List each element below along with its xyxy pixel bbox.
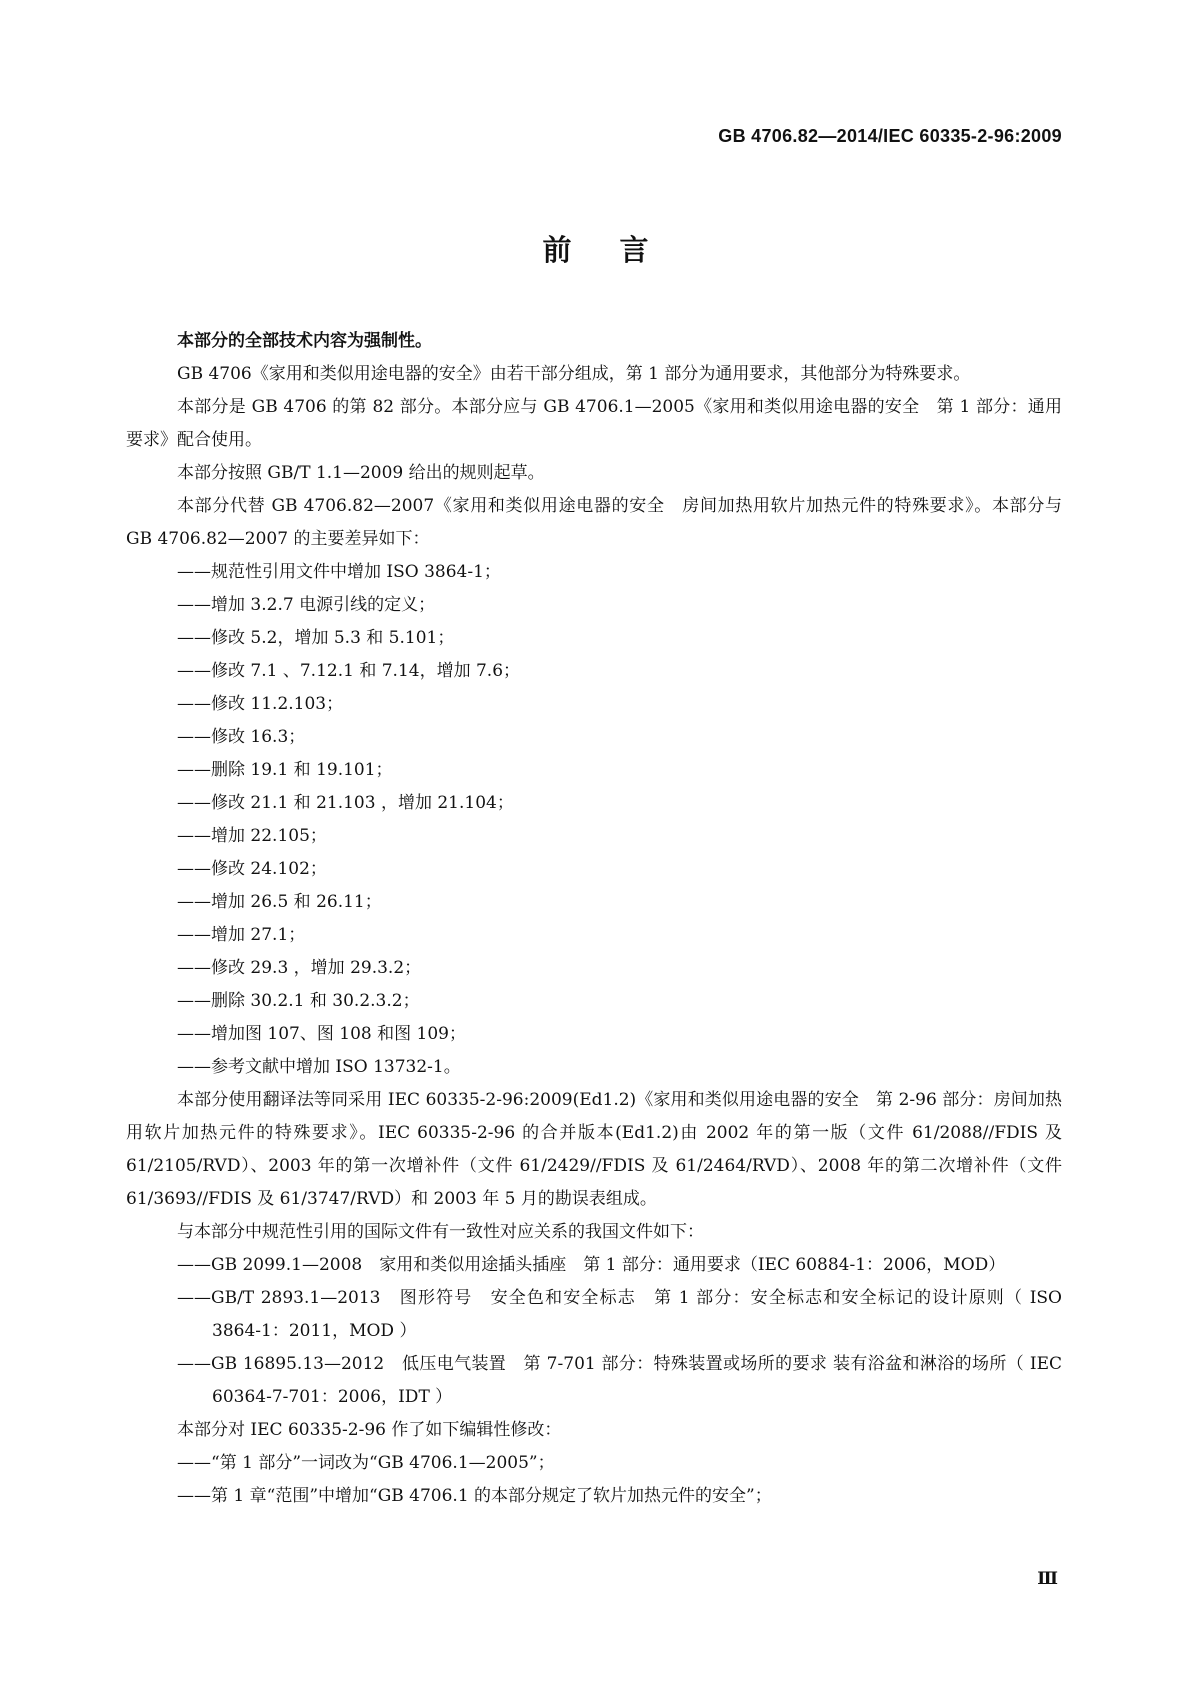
list-item: ——增加 3.2.7 电源引线的定义； <box>177 595 436 615</box>
paragraph-adoption: 本部分使用翻译法等同采用 IEC 60335-2-96:2009(Ed1.2)《家用和类似用途电器的安全 第 2-96 部分：房间加热用软片加热元件的特殊要求》。IEC 60335-2-96 的合并版本(Ed1.2)由 2002 年的第一版（文件 61/2088//FDIS 及 61/2105/RVD）、2003 年的第一次增补件（文件 61/2429//FDIS 及 61/2464/RVD）、2008 年的第二次增补件（文件 61/3693//FDIS 及 61/3747/RVD）和 2003 年 5 月的勘误表组成。 <box>126 1090 1062 1209</box>
paragraph-part-info: 本部分是 GB 4706 的第 82 部分。本部分应与 GB 4706.1—2005《家用和类似用途电器的安全 第 1 部分：通用要求》配合使用。 <box>126 397 1062 450</box>
page-number: Ⅲ <box>1037 1569 1057 1589</box>
list-item: ——第 1 章“范围”中增加“GB 4706.1 的本部分规定了软片加热元件的安全”； <box>177 1486 772 1506</box>
list-item: ——增加图 107、图 108 和图 109； <box>177 1024 466 1044</box>
list-item: ——修改 16.3； <box>177 727 306 747</box>
standard-code: GB 4706.82—2014/IEC 60335-2-96:2009 <box>718 126 1062 146</box>
list-item: ——修改 24.102； <box>177 859 327 879</box>
list-item: ——修改 5.2，增加 5.3 和 5.101； <box>177 628 455 648</box>
mandatory-statement: 本部分的全部技术内容为强制性。 <box>177 331 432 351</box>
list-item: ——“第 1 部分”一词改为“GB 4706.1—2005”； <box>177 1453 555 1473</box>
changes-list <box>126 556 1062 1084</box>
document-body <box>126 325 1062 1513</box>
list-item: ——GB 2099.1—2008 家用和类似用途插头插座 第 1 部分：通用要求（IEC 60884-1：2006，MOD） <box>177 1255 1006 1275</box>
paragraph-series-composition: GB 4706《家用和类似用途电器的安全》由若干部分组成，第 1 部分为通用要求，其他部分为特殊要求。 <box>177 364 971 384</box>
list-item: ——GB 16895.13—2012 低压电气装置 第 7-701 部分：特殊装置或场所的要求 装有浴盆和淋浴的场所（ IEC 60364-7-701：2006，IDT ） <box>177 1354 1062 1407</box>
editorial-changes-list <box>126 1447 1062 1513</box>
list-item: ——GB/T 2893.1—2013 图形符号 安全色和安全标志 第 1 部分：安全标志和安全标记的设计原则（ ISO 3864-1：2011，MOD ） <box>177 1288 1062 1341</box>
list-item: ——修改 7.1 、7.12.1 和 7.14，增加 7.6； <box>177 661 521 681</box>
page-title: 前言 <box>542 233 697 267</box>
list-item: ——增加 22.105； <box>177 826 327 846</box>
list-item: ——增加 26.5 和 26.11； <box>177 892 382 912</box>
list-item: ——修改 21.1 和 21.103 ，增加 21.104； <box>177 793 514 813</box>
list-item: ——删除 30.2.1 和 30.2.3.2； <box>177 991 420 1011</box>
list-item: ——修改 29.3 ，增加 29.3.2； <box>177 958 422 978</box>
list-item: ——参考文献中增加 ISO 13732-1。 <box>177 1057 461 1077</box>
list-item: ——修改 11.2.103； <box>177 694 344 714</box>
list-item: ——删除 19.1 和 19.101； <box>177 760 393 780</box>
list-item: ——增加 27.1； <box>177 925 306 945</box>
paragraph-editorial: 本部分对 IEC 60335-2-96 作了如下编辑性修改： <box>177 1420 562 1440</box>
references-list <box>126 1249 1062 1414</box>
paragraph-replacement: 本部分代替 GB 4706.82—2007《家用和类似用途电器的安全 房间加热用软片加热元件的特殊要求》。本部分与 GB 4706.82—2007 的主要差异如下： <box>126 496 1062 549</box>
paragraph-corresponding-standards: 与本部分中规范性引用的国际文件有一致性对应关系的我国文件如下： <box>177 1222 704 1242</box>
paragraph-drafting-rules: 本部分按照 GB/T 1.1—2009 给出的规则起草。 <box>177 463 545 483</box>
list-item: ——规范性引用文件中增加 ISO 3864-1； <box>177 562 501 582</box>
